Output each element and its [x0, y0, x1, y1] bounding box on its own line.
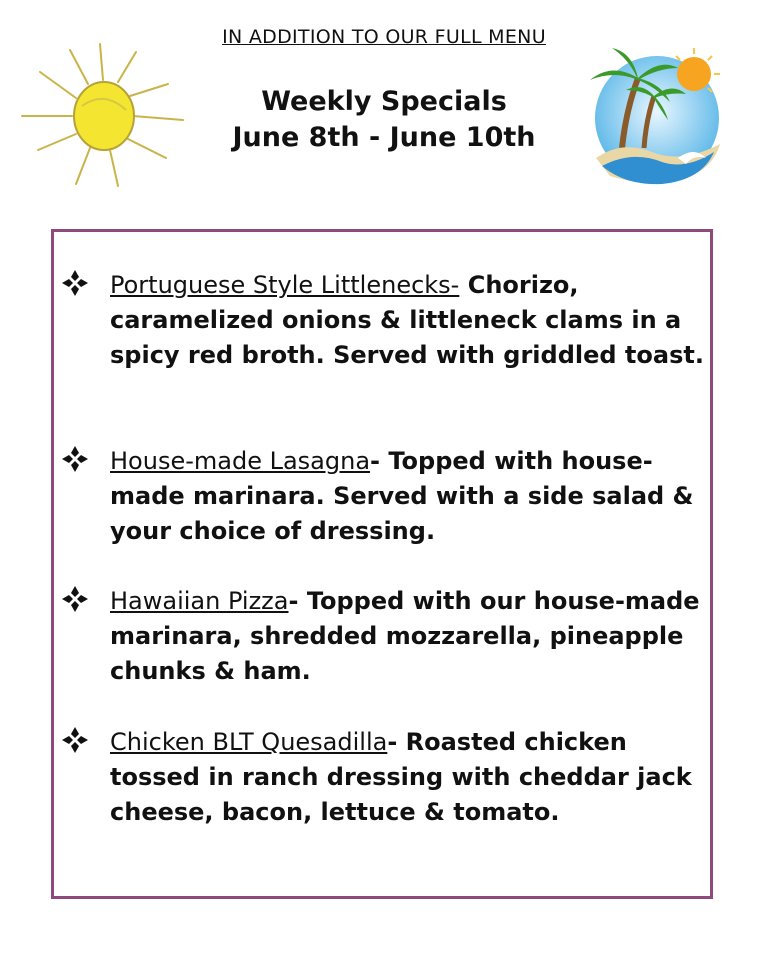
- diamond-bullet-icon: [60, 584, 90, 614]
- special-item: [110, 268, 710, 373]
- date-range: June 8th - June 10th: [232, 122, 536, 153]
- title-line: Weekly Specials: [261, 86, 507, 117]
- special-item: [110, 725, 710, 830]
- palm-beach-icon: [582, 40, 732, 190]
- menu-banner: IN ADDITION TO OUR FULL MENU: [222, 26, 546, 48]
- sun-icon: [18, 40, 188, 190]
- diamond-bullet-icon: [60, 725, 90, 755]
- special-name: House-made Lasagna: [110, 447, 371, 475]
- diamond-bullet-icon: [60, 444, 90, 474]
- special-name: Chicken BLT Quesadilla: [110, 728, 388, 756]
- special-name: Portuguese Style Littlenecks-: [110, 271, 460, 299]
- special-description: - Roasted chicken tossed in ranch dressing with cheddar jack cheese, bacon, lettuce & tomato.: [110, 728, 692, 826]
- diamond-bullet-icon: [60, 268, 90, 298]
- special-item: [110, 584, 710, 689]
- special-description: - Topped with house-made marinara. Served with a side salad & your choice of dressing.: [110, 447, 694, 545]
- special-description: - Topped with our house-made marinara, shredded mozzarella, pineapple chunks & ham.: [110, 587, 700, 685]
- special-name: Hawaiian Pizza: [110, 587, 289, 615]
- special-item: [110, 444, 710, 549]
- special-description: Chorizo, caramelized onions & littleneck clams in a spicy red broth. Served with griddled toast.: [110, 271, 704, 369]
